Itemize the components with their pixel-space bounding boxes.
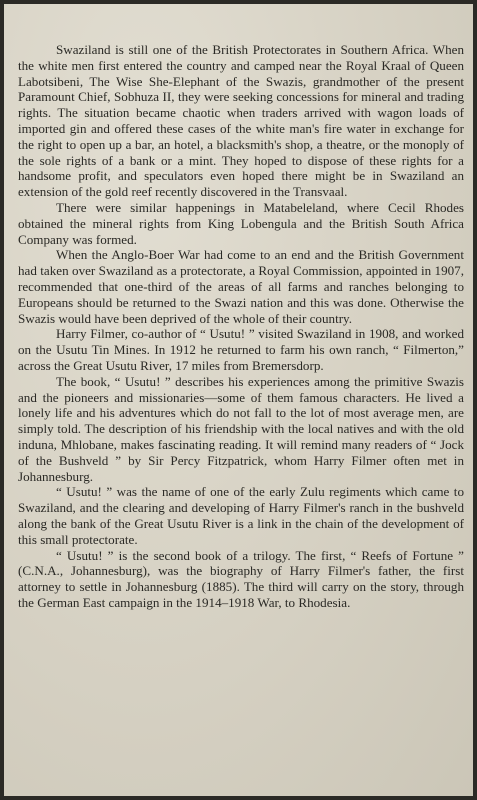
paragraph-5: The book, “ Usutu! ” describes his experiences among the primitive Swazis and the pioneers and missionaries—some of them famous characters. He lived a lonely life and his adventures which do not fall to the lot of most average men, are simply told. The description of his friendship with the local natives and with the old induna, Mhlobane, makes fascinating reading. It will remind many readers of “ Jock of the Bushveld ” by Sir Percy Fitzpatrick, whom Harry Filmer often met in Johannesburg. (18, 373, 464, 484)
paragraph-7: “ Usutu! ” is the second book of a trilogy. The first, “ Reefs of Fortune ” (C.N.A., Johannesburg), was the biography of Harry Filmer's father, the first attorney to settle in Johannesburg (1885). The third will carry on the story, through the German East campaign in the 1914–1918 War, to Rhodesia. (18, 547, 464, 610)
paragraph-2: There were similar happenings in Matabeleland, where Cecil Rhodes obtained the mineral rights from King Lobengula and the British South Africa Company was formed. (18, 199, 464, 247)
paragraph-1: Swaziland is still one of the British Protectorates in Southern Africa. When the white men first entered the country and camped near the Royal Kraal of Queen Labotsibeni, The Wise She-Elephant of the Swazis, grandmother of the present Paramount Chief, Sobhuza II, they were seeking concessions for mineral and trading rights. The situation became chaotic when traders arrived with wagon loads of imported gin and offered these cases of the white man's fire water in exchange for the right to open up a bar, an hotel, a blacksmith's shop, a theatre, or the monoply of the sole rights of a bank or a mint. They hoped to dispose of these rights for a handsome profit, and speculators even hoped there might be in Swaziland an extension of the gold reef recently discovered in the Transvaal. (18, 42, 464, 200)
paragraph-6: “ Usutu! ” was the name of one of the early Zulu regiments which came to Swaziland, and the clearing and developing of Harry Filmer's ranch in the bushveld along the bank of the Great Usutu River is a link in the chain of the development of this small protectorate. (18, 484, 464, 547)
book-jacket-page (4, 4, 473, 796)
blurb-text (18, 42, 464, 611)
paragraph-3: When the Anglo-Boer War had come to an end and the British Government had taken over Swaziland as a protectorate, a Royal Commission, appointed in 1907, recommended that one-third of the areas of all farms and ranches belonging to Europeans should be returned to the Swazi nation and this was done. Otherwise the Swazis would have been deprived of the whole of their country. (18, 247, 464, 326)
paragraph-4: Harry Filmer, co-author of “ Usutu! ” visited Swaziland in 1908, and worked on the Usutu Tin Mines. In 1912 he returned to farm his own ranch, “ Filmerton,” across the Great Usutu River, 17 miles from Bremersdorp. (18, 326, 464, 373)
